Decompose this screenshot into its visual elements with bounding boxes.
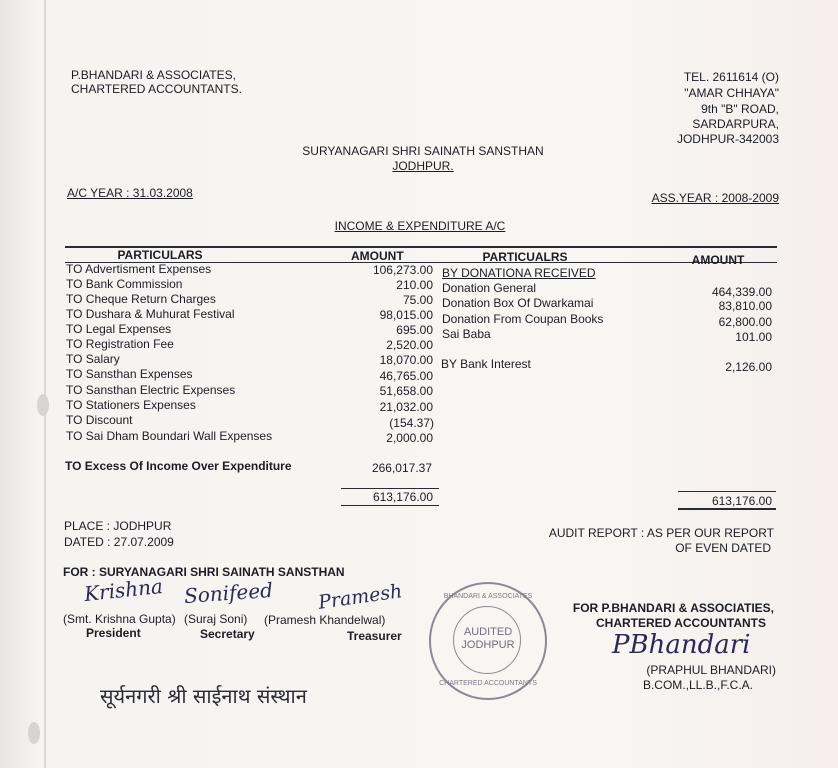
expense-amount: 21,032.00 — [379, 400, 433, 414]
firm-title: CHARTERED ACCOUNTANTS. — [71, 82, 242, 96]
expense-amount: 106,273.00 — [372, 263, 433, 277]
address-line: JODHPUR-342003 — [676, 132, 779, 146]
income-label: Donation From Coupan Books — [442, 312, 604, 326]
income-label: Sai Baba — [442, 327, 491, 341]
punch-hole — [28, 722, 40, 744]
expense-amount: 75.00 — [402, 293, 433, 307]
expense-label: TO Discount — [66, 413, 133, 427]
address-line: TEL. 2611614 (O) — [683, 70, 779, 84]
dated: DATED : 27.07.2009 — [64, 535, 174, 549]
audit-stamp — [429, 582, 547, 700]
total-right: 613,176.00 — [711, 494, 772, 508]
total-left-rule-top — [341, 488, 439, 489]
signature-president: Krishna — [82, 573, 164, 607]
stamp-audited: AUDITED — [463, 626, 513, 638]
entity-city: JODHPUR. — [392, 159, 454, 173]
expense-label: TO Advertisment Expenses — [66, 262, 212, 276]
signatory-name: (Smt. Krishna Gupta) — [63, 612, 176, 626]
expense-amount: (154.37) — [389, 416, 434, 430]
excess-label: TO Excess Of Income Over Expenditure — [65, 459, 292, 473]
expense-amount: 46,765.00 — [379, 369, 433, 383]
stamp-ring-bottom: CHARTERED ACCOUNTANTS — [439, 680, 537, 687]
place: PLACE : JODHPUR — [64, 519, 172, 533]
signatory-role: Treasurer — [347, 629, 402, 643]
interest-amount: 2,126.00 — [725, 360, 772, 374]
expense-amount: 2,520.00 — [386, 338, 433, 352]
address-line: 9th "B" ROAD, — [701, 102, 779, 116]
total-right-rule-bottom — [678, 508, 776, 510]
expense-amount: 51,658.00 — [379, 384, 433, 398]
header-particulars-right: PARTICUALRS — [482, 250, 568, 264]
income-amount: 101.00 — [735, 330, 772, 344]
expense-amount: 210.00 — [396, 278, 433, 292]
total-left: 613,176.00 — [372, 490, 433, 504]
firm-for-line1: FOR P.BHANDARI & ASSOCIATIES, — [572, 601, 774, 615]
expense-amount: 18,070.00 — [379, 353, 433, 367]
expense-label: TO Bank Commission — [66, 277, 183, 291]
audit-report-line1: AUDIT REPORT : AS PER OUR REPORT — [548, 526, 774, 540]
header-amount-right: AMOUNT — [691, 253, 745, 267]
signatory-name: (Pramesh Khandelwal) — [264, 613, 386, 627]
interest-label: BY Bank Interest — [441, 357, 531, 371]
expense-label: TO Sansthan Expenses — [66, 367, 193, 381]
expense-label: TO Cheque Return Charges — [66, 292, 216, 306]
expense-label: TO Dushara & Muhurat Festival — [66, 307, 235, 321]
stamp-ring-top: BHANDARI & ASSOCIATES — [443, 593, 533, 600]
expense-label: TO Salary — [66, 352, 120, 366]
address-line: SARDARPURA, — [692, 117, 779, 131]
expense-label: TO Registration Fee — [66, 337, 174, 351]
stamp-city: JODHPUR — [461, 639, 515, 651]
income-amount: 464,339.00 — [711, 285, 772, 299]
income-label: Donation General — [442, 281, 537, 295]
expense-amount: 2,000.00 — [386, 431, 433, 445]
signature-firm: PBhandari — [612, 630, 751, 660]
income-amount: 62,800.00 — [718, 315, 772, 329]
income-amount: 83,810.00 — [718, 299, 772, 313]
audit-report-line2: OF EVEN DATED — [675, 541, 771, 555]
total-left-rule-bottom — [341, 505, 439, 506]
income-label: Donation Box Of Dwarkamai — [442, 296, 594, 310]
fold-line — [44, 0, 46, 768]
header-particulars-left: PARTICULARS — [117, 248, 203, 262]
hindi-seal: सूर्यनगरी श्री साईनाथ संस्थान — [100, 684, 307, 708]
expense-label: TO Sai Dham Boundari Wall Expenses — [66, 429, 273, 443]
excess-amount: 266,017.37 — [371, 461, 432, 475]
ac-year: A/C YEAR : 31.03.2008 — [67, 186, 193, 200]
firm-signatory-name: (PRAPHUL BHANDARI) — [646, 663, 776, 677]
address-line: "AMAR CHHAYA" — [684, 86, 779, 100]
firm-signatory-qualification: B.COM.,LL.B.,F.C.A. — [642, 678, 753, 692]
expense-label: TO Stationers Expenses — [66, 398, 196, 412]
statement-title: INCOME & EXPENDITURE A/C — [334, 219, 506, 233]
income-heading: BY DONATIONA RECEIVED — [442, 266, 596, 280]
entity-name: SURYANAGARI SHRI SAINATH SANSTHAN — [302, 144, 544, 158]
signatory-role: Secretary — [200, 627, 255, 641]
expense-label: TO Sansthan Electric Expenses — [66, 383, 236, 397]
signature-secretary: Sonifeed — [183, 577, 274, 609]
signatory-role: President — [86, 626, 141, 640]
expense-amount: 98,015.00 — [379, 308, 433, 322]
total-right-rule-top — [678, 491, 776, 492]
ass-year: ASS.YEAR : 2008-2009 — [651, 191, 779, 205]
firm-name: P.BHANDARI & ASSOCIATES, — [71, 68, 236, 82]
expense-amount: 695.00 — [396, 323, 433, 337]
expense-label: TO Legal Expenses — [66, 322, 172, 336]
signature-treasurer: Pramesh — [316, 580, 404, 614]
firm-for-line2: CHARTERED ACCOUNTANTS — [596, 616, 766, 630]
signatory-name: (Suraj Soni) — [184, 612, 248, 626]
punch-hole — [37, 394, 49, 416]
for-entity: FOR : SURYANAGARI SHRI SAINATH SANSTHAN — [63, 565, 345, 579]
header-amount-left: AMOUNT — [351, 249, 404, 263]
